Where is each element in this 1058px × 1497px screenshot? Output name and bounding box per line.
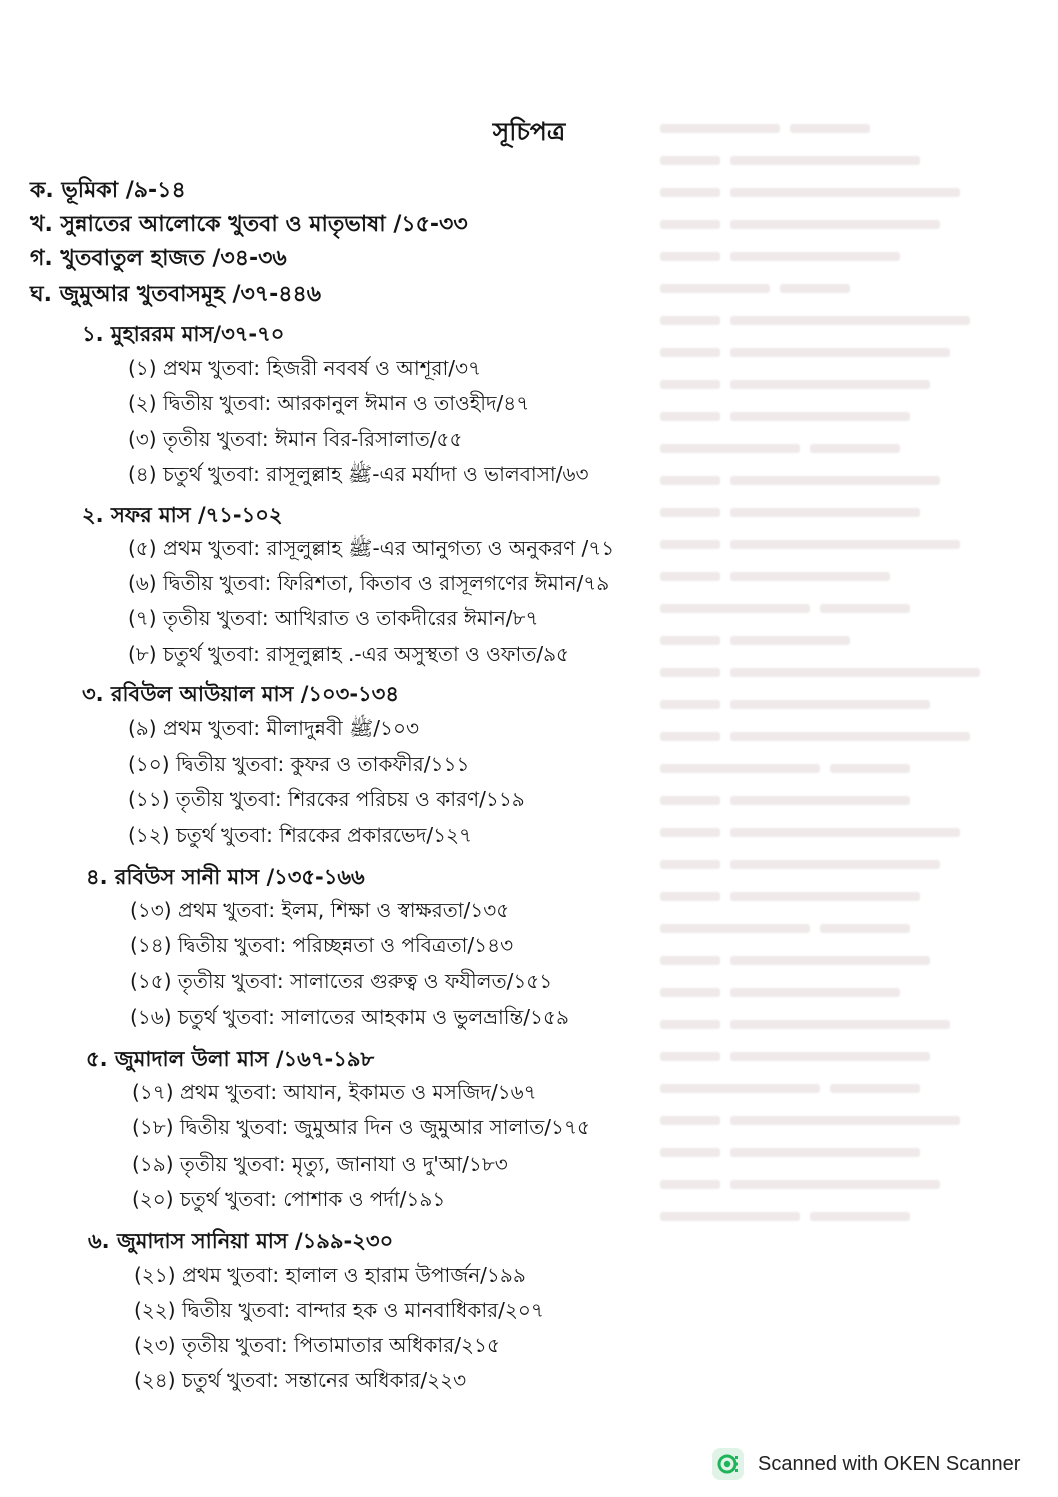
khutba-entry: (২) দ্বিতীয় খুতবা: আরকানুল ঈমান ও তাওহীদ/৪৭	[128, 391, 530, 415]
month-heading: ৩. রবিউল আউয়াল মাস /১০৩-১৩৪	[82, 682, 399, 706]
khutba-entry: (১০) দ্বিতীয় খুতবা: কুফর ও তাকফীর/১১১	[128, 752, 470, 776]
khutba-entry: (১২) চতুর্থ খুতবা: শিরকের প্রকারভেদ/১২৭	[128, 823, 473, 847]
khutba-entry: (৩) তৃতীয় খুতবা: ঈমান বির-রিসালাত/৫৫	[128, 427, 463, 451]
khutba-entry: (১৮) দ্বিতীয় খুতবা: জুমুআর দিন ও জুমুআর সালাত/১৭৫	[132, 1115, 590, 1139]
section-sunnat-khutba: খ. সুন্নাতের আলোকে খুতবা ও মাতৃভাষা /১৫-৩৩	[30, 212, 468, 237]
oken-scanner-logo-icon	[712, 1448, 744, 1480]
khutba-entry: (৭) তৃতীয় খুতবা: আখিরাত ও তাকদীরের ঈমান/৮৭	[128, 606, 539, 630]
khutba-entry: (১৩) প্রথম খুতবা: ইলম, শিক্ষা ও স্বাক্ষরতা/১৩৫	[130, 898, 510, 922]
khutba-entry: (৬) দ্বিতীয় খুতবা: ফিরিশতা, কিতাব ও রাসূলগণের ঈমান/৭৯	[128, 571, 610, 595]
section-jumuar-khutba: ঘ. জুমুআর খুতবাসমূহ /৩৭-৪৪৬	[30, 282, 322, 307]
khutba-entry: (১৪) দ্বিতীয় খুতবা: পরিচ্ছন্নতা ও পবিত্রতা/১৪৩	[130, 933, 514, 957]
khutba-entry: (২২) দ্বিতীয় খুতবা: বান্দার হক ও মানবাধিকার/২০৭	[134, 1298, 544, 1322]
month-heading: ৫. জুমাদাল উলা মাস /১৬৭-১৯৮	[86, 1047, 375, 1071]
khutba-entry: (২৩) তৃতীয় খুতবা: পিতামাতার অধিকার/২১৫	[134, 1333, 500, 1357]
khutba-entry: (২১) প্রথম খুতবা: হালাল ও হারাম উপার্জন/১৯৯	[134, 1263, 526, 1287]
section-bhumika: ক. ভূমিকা /৯-১৪	[30, 178, 186, 203]
khutba-entry: (৫) প্রথম খুতবা: রাসূলুল্লাহ ﷺ-এর আনুগত্য ও অনুকরণ /৭১	[128, 536, 615, 560]
khutba-entry: (১) প্রথম খুতবা: হিজরী নববর্ষ ও আশূরা/৩৭	[128, 356, 482, 380]
page-title: সূচিপত্র	[492, 117, 566, 146]
khutba-entry: (১১) তৃতীয় খুতবা: শিরকের পরিচয় ও কারণ/১১৯	[128, 787, 525, 811]
month-heading: ৪. রবিউস সানী মাস /১৩৫-১৬৬	[86, 865, 365, 889]
khutba-entry: (১৫) তৃতীয় খুতবা: সালাতের গুরুত্ব ও ফযীলত/১৫১	[130, 969, 553, 993]
khutba-entry: (২৪) চতুর্থ খুতবা: সন্তানের অধিকার/২২৩	[134, 1368, 467, 1392]
bleed-through-decoration	[660, 112, 1040, 1412]
khutba-entry: (৪) চতুর্থ খুতবা: রাসূলুল্লাহ ﷺ-এর মর্যাদা ও ভালবাসা/৬৩	[128, 462, 589, 486]
khutba-entry: (১৬) চতুর্থ খুতবা: সালাতের আহকাম ও ভুলভ্রান্তি/১৫৯	[130, 1005, 569, 1029]
khutba-entry: (৯) প্রথম খুতবা: মীলাদুন্নবী ﷺ/১০৩	[128, 716, 420, 740]
scanner-watermark	[712, 1444, 1020, 1484]
section-khutbatul-hajat: গ. খুতবাতুল হাজত /৩৪-৩৬	[30, 246, 287, 271]
khutba-entry: (২০) চতুর্থ খুতবা: পোশাক ও পর্দা/১৯১	[132, 1187, 446, 1211]
scanner-watermark-text: Scanned with OKEN Scanner	[758, 1452, 1021, 1475]
khutba-entry: (৮) চতুর্থ খুতবা: রাসূলুল্লাহ .-এর অসুস্থতা ও ওফাত/৯৫	[128, 642, 570, 666]
khutba-entry: (১৯) তৃতীয় খুতবা: মৃত্যু, জানাযা ও দু'আ/১৮৩	[132, 1152, 508, 1176]
month-heading: ৬. জুমাদাস সানিয়া মাস /১৯৯-২৩০	[88, 1229, 394, 1253]
month-heading: ২. সফর মাস /৭১-১০২	[82, 503, 283, 527]
month-heading: ১. মুহাররম মাস/৩৭-৭০	[82, 322, 285, 346]
khutba-entry: (১৭) প্রথম খুতবা: আযান, ইকামত ও মসজিদ/১৬৭	[132, 1080, 537, 1104]
